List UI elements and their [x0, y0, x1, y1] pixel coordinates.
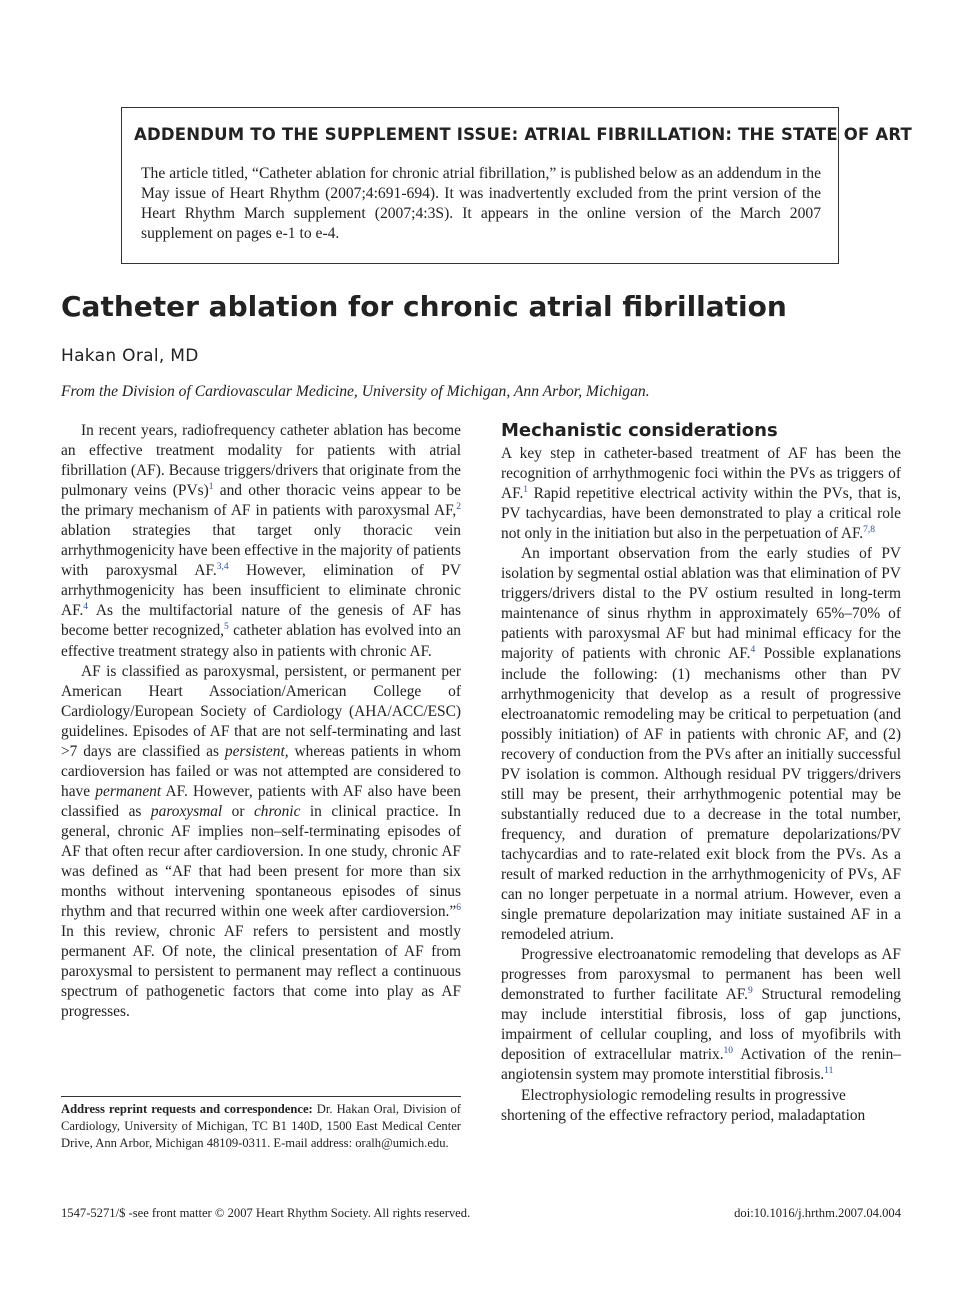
- paragraph: A key step in catheter-based treatment of AF has been the recognition of arrhythmogenic foci within the PVs as triggers of AF.$^1$ Rapid repetitive electrical activity within the PVs, that is, PV tachycardias, have been demonstrated to play a critical role not only in the initiation but also in the perpetuation of AF.$^{7,8}$: [501, 445, 901, 543]
- author-name: Hakan Oral, MD: [61, 346, 199, 366]
- citation-link[interactable]: 11: [824, 1066, 834, 1077]
- paragraph: In recent years, radiofrequency catheter ablation has become an effective treatment modality for patients with atrial fibrillation (AF). Because triggers/drivers that originate from the pulmonary veins (PVs)$^1$ and other thoracic veins appear to be the primary mechanism of AF in patients with paroxysmal AF,$^2$ ablation strategies that target only thoracic vein arrhythmogenicity have been effective in the majority of patients with paroxysmal AF.$^{3,4}$ However, elimination of PV arrhythmogenicity has been insufficient to eliminate chronic AF.$^4$ As the multifactorial nature of the genesis of AF has become better recognized,$^5$ catheter ablation has evolved into an effective treatment strategy also in patients with chronic AF.: [61, 422, 461, 660]
- addendum-body: The article titled, “Catheter ablation for chronic atrial fibrillation,” is published below as an addendum in the May issue of Heart Rhythm (2007;4:691-694). It was inadvertently excluded from the print version of the Heart Rhythm March supplement (2007;4:3S). It appears in the online version of the March 2007 supplement on pages e-1 to e-4.: [141, 165, 821, 242]
- paragraph: An important observation from the early studies of PV isolation by segmental ostial ablation was that elimination of PV triggers/drivers distal to the PV ostium resulted in long-term maintenance of sinus rhythm in approximately 65%–70% of patients with paroxysmal AF but had minimal efficacy for the majority of patients with chronic AF.$^4$ Possible explanations include the following: (1) mechanisms other than PV arrhythmogenicity that develop as a result of progressive electroanatomic remodeling may be critical to perpetuation (and possibly initiation) of AF in patients with chronic AF, and (2) recovery of conduction from the PVs after an initially successful PV isolation is common. Although residual PV triggers/drivers still may be present, their arrhythmogenic potential may be substantially reduced due to a decrease in the total number, frequency, and duration of premature depolarizations/PV tachycardias and to rate-related exit block from the PVs. As a result of marked reduction in the arrhythmogenicity of PVs, AF can no longer perpetuate in a normal atrium. However, even a single premature depolarization may initiate sustained AF in a remodeled atrium.: [501, 545, 902, 944]
- footnote-divider: [61, 1096, 461, 1097]
- citation-link[interactable]: 5: [224, 622, 229, 633]
- section-heading: Mechanistic considerations: [501, 420, 778, 441]
- correspondence-footnote: Address reprint requests and correspondence: Dr. Hakan Oral, Division of Cardiology, University of Michigan, TC B1 140D, 1500 East Medical Center Drive, Ann Arbor, Michigan 48109-0311. E-mail address: oralh@umich.edu.: [61, 1102, 461, 1151]
- addendum-box: [121, 107, 913, 264]
- citation-link[interactable]: 1: [523, 485, 529, 496]
- paragraph: AF is classified as paroxysmal, persistent, or permanent per American Heart Association/American College of Cardiology/European Society of Cardiology (AHA/ACC/ESC) guidelines. Episodes of AF that are not self-terminating and last >7 days are classified as persistent, whereas patients in whom cardioversion has failed or was not attempted are considered to have permanent AF. However, patients with AF also have been classified as paroxysmal or chronic in clinical practice. In general, chronic AF implies non–self-terminating episodes of AF that often recur after cardioversion. In one study, chronic AF was defined as “AF that had been present for more than six months without intervening spontaneous episodes of sinus rhythm and that recurred within one week after cardioversion.”$^6$ In this review, chronic AF refers to persistent and mostly permanent AF. Of note, the clinical presentation of AF from paroxysmal to persistent to permanent may reflect a continuous spectrum of pathogenetic factors that come into play as AF progresses.: [61, 662, 461, 1021]
- citation-link[interactable]: 10: [723, 1046, 734, 1057]
- addendum-title: ADDENDUM TO THE SUPPLEMENT ISSUE: ATRIAL FIBRILLATION: THE STATE OF ART: [134, 125, 913, 144]
- citation-link[interactable]: 7,8: [863, 525, 875, 536]
- citation-link[interactable]: 9: [747, 986, 753, 997]
- citation-link[interactable]: 4: [83, 602, 89, 613]
- paragraph: Progressive electroanatomic remodeling that develops as AF progresses from paroxysmal to permanent has been well demonstrated to further facilitate AF.$^9$ Structural remodeling may include interstitial fibrosis, loss of gap junctions, impairment of cellular coupling, and loss of myofibrils with deposition of extracellular matrix.$^{10}$ Activation of the renin–angiotensin system may promote interstitial fibrosis.$^{11}$: [501, 946, 901, 1084]
- citation-link[interactable]: 1: [208, 482, 214, 493]
- author-affiliation: From the Division of Cardiovascular Medicine, University of Michigan, Ann Arbor, Michigan.: [61, 383, 650, 400]
- right-column: [501, 444, 901, 1126]
- article-title: Catheter ablation for chronic atrial fibrillation: [61, 290, 787, 323]
- citation-link[interactable]: 6: [456, 903, 461, 914]
- paragraph: Electrophysiologic remodeling results in progressive shortening of the effective refractory period, maladaptation: [501, 1086, 866, 1124]
- doi-footer[interactable]: doi:10.1016/j.hrthm.2007.04.004: [734, 1206, 901, 1220]
- citation-link[interactable]: 2: [456, 502, 461, 513]
- citation-link[interactable]: 4: [750, 645, 756, 656]
- left-column: [61, 421, 461, 1022]
- citation-link[interactable]: 3,4: [216, 562, 229, 573]
- copyright-footer: 1547-5271/$ -see front matter © 2007 Heart Rhythm Society. All rights reserved.: [61, 1206, 471, 1220]
